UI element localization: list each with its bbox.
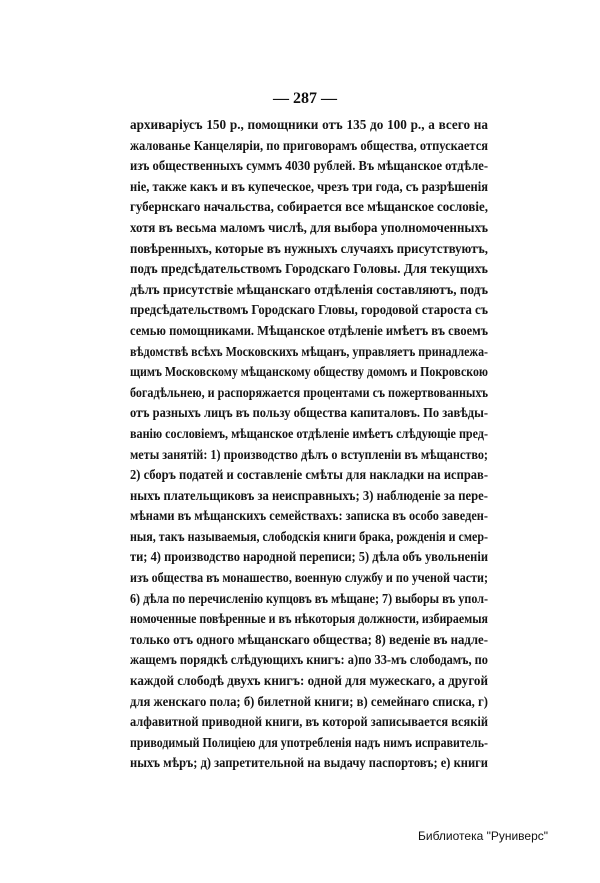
text-line-content: только отъ одного мѣщанскаго общества; 8) веденіе въ надле- — [130, 631, 488, 647]
text-line — [130, 136, 488, 157]
text-line-content: семью помощниками. Мѣщанское отдѣленіе имѣетъ въ своемъ — [130, 322, 488, 338]
text-line-content: изъ общества въ монашество, военную службу и по ученой части; — [130, 570, 488, 586]
text-line — [130, 630, 488, 651]
text-line-content: 6) дѣла по перечисленію купцовъ въ мѣщане; 7) выборы въ упол- — [130, 590, 488, 606]
text-line-content: каждой слободѣ двухъ книгъ: одной для мужескаго, а другой — [130, 673, 488, 689]
text-line — [130, 362, 488, 383]
text-line — [130, 259, 488, 280]
text-line-content: жащемъ порядкѣ слѣдующихъ книгъ: а)по 33-мъ слободамъ, по — [130, 652, 488, 668]
text-line — [130, 403, 488, 424]
text-line — [130, 300, 488, 321]
text-line-content: дѣлъ присутствіе мѣщанскаго отдѣленія составляютъ, подъ — [130, 281, 488, 297]
text-line — [130, 547, 488, 568]
text-line — [130, 671, 488, 692]
text-line-content: архиваріусъ 150 р., помощники отъ 135 до 100 р., а всего на — [130, 117, 488, 132]
text-line — [130, 321, 488, 342]
text-line-content: хотя въ весьма маломъ числѣ, для выбора уполномоченныхъ — [130, 219, 488, 235]
text-line — [130, 342, 488, 363]
text-line — [130, 527, 488, 548]
text-line-content: предсѣдательствомъ Городскаго Гловы, городовой староста съ — [130, 302, 488, 318]
text-line-content: 2) сборъ податей и составленіе смѣты для накладки на исправ- — [130, 467, 488, 483]
text-line — [130, 239, 488, 260]
text-line — [130, 197, 488, 218]
text-line — [130, 156, 488, 177]
text-line — [130, 568, 488, 589]
text-line — [130, 280, 488, 301]
text-line-content: вѣдомствѣ всѣхъ Московскихъ мѣщанъ, управляетъ принадлежа- — [130, 343, 488, 359]
text-line-content: ванію сословіемъ, мѣщанское отдѣленіе имѣетъ слѣдующіе пред- — [130, 425, 488, 441]
text-line-content: изъ общественныхъ суммъ 4030 рублей. Въ мѣщанское отдѣле- — [130, 158, 488, 174]
text-line-content: ныя, такъ называемыя, слободскія книги брака, рожденія и смер- — [130, 528, 488, 544]
text-line-content: для женскаго пола; б) билетной книги; в) семейнаго списка, г) — [130, 693, 488, 709]
text-line-content: щимъ Московскому мѣщанскому обществу домомъ и Покровскою — [130, 364, 488, 380]
text-line — [130, 712, 488, 733]
text-line-content: подъ предсѣдательствомъ Городскаго Головы. Для текущихъ — [130, 261, 488, 277]
text-line — [130, 692, 488, 713]
text-line-content: номоченные повѣренные и въ нѣкоторыя должности, избираемыя — [130, 611, 488, 627]
text-line-content: мѣнами въ мѣщанскихъ семействахъ: записка въ особо заведен- — [130, 508, 488, 524]
text-line-content: губернскаго начальства, собирается все мѣщанское сословіе, — [130, 199, 488, 215]
text-line-content: приводимый Полиціею для употребленія надъ нимъ исправитель- — [130, 734, 488, 750]
text-line — [130, 650, 488, 671]
text-line-content: меты занятій: 1) производство дѣлъ о вступленіи въ мѣщанство; — [130, 446, 488, 462]
text-line-content: богадѣльнею, и распоряжается процентами съ пожертвованныхъ — [130, 384, 488, 400]
text-line — [130, 445, 488, 466]
text-line — [130, 753, 488, 774]
text-line-content: повѣренныхъ, которые въ нужныхъ случаяхъ присутствуютъ, — [130, 240, 488, 256]
text-line-content: жалованье Канцеляріи, по приговорамъ общества, отпускается — [130, 137, 488, 153]
page-body-text — [130, 115, 488, 774]
text-line — [130, 465, 488, 486]
text-line — [130, 218, 488, 239]
text-line-content: алфавитной приводной книги, въ которой записывается всякій — [130, 714, 488, 730]
library-watermark: Библиотека "Руниверс" — [418, 829, 549, 843]
text-line-content: ти; 4) производство народной переписи; 5) дѣла объ увольненіи — [130, 549, 488, 565]
text-line — [130, 506, 488, 527]
text-line-content: ныхъ мѣръ; д) запретительной на выдачу паспортовъ; е) книги — [130, 755, 488, 771]
text-line — [130, 424, 488, 445]
text-line — [130, 589, 488, 610]
text-line-content: ніе, также какъ и въ купеческое, чрезъ три года, съ разрѣшенія — [130, 178, 488, 194]
text-line — [130, 115, 488, 136]
text-line — [130, 609, 488, 630]
text-line — [130, 486, 488, 507]
text-line — [130, 383, 488, 404]
text-line-content: отъ разныхъ лицъ въ пользу общества капиталовъ. По завѣды- — [130, 405, 488, 421]
page-number: — 287 — — [273, 90, 337, 107]
text-line — [130, 733, 488, 754]
text-line-content: ныхъ плательщиковъ за неисправныхъ; 3) наблюденіе за пере- — [130, 487, 488, 503]
text-line — [130, 177, 488, 198]
